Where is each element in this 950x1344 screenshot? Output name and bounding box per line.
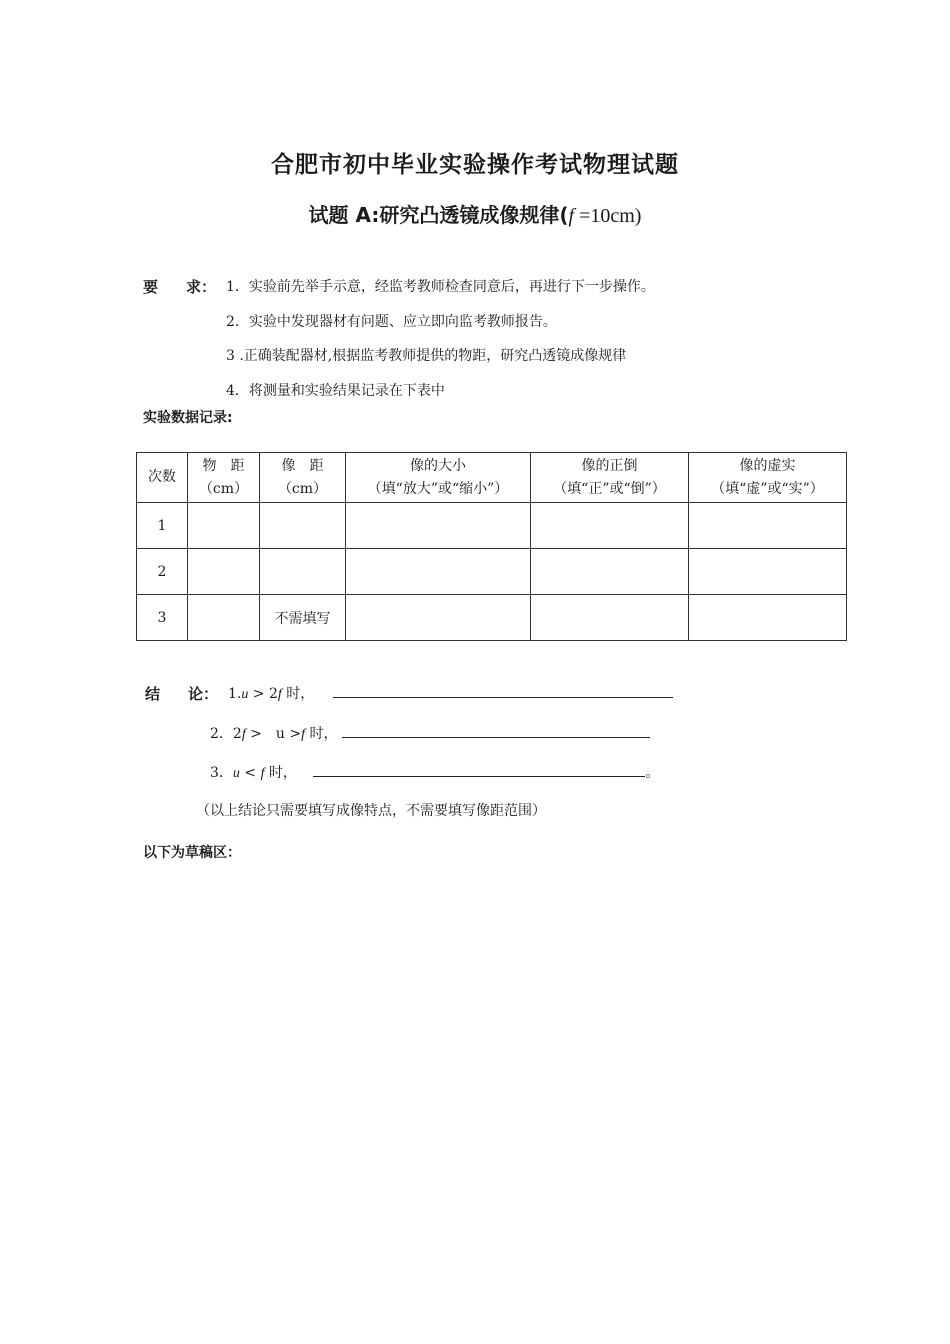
conclusion-3-answer-blank[interactable] (313, 762, 645, 777)
conclusion-2-prefix: 2．2 (210, 726, 242, 742)
conclusion-label-colon: ： (203, 685, 219, 703)
table-header-row (137, 453, 847, 503)
requirement-item-3: 3 .正确装配器材,根据监考教师提供的物距，研究凸透镜成像规律 (226, 348, 627, 364)
header-image-size: 像的大小 （填“放大”或“缩小”） (346, 453, 531, 503)
conclusion-1-prefix: 1. (228, 686, 242, 702)
table-row (137, 595, 847, 641)
conclusion-3-var-u: u (232, 766, 240, 781)
requirement-item-4: 4．将测量和实验结果记录在下表中 (226, 383, 445, 399)
cell-image-nature[interactable] (689, 595, 847, 641)
requirements-label-2: 求 (186, 278, 202, 296)
cell-trial-number: 3 (137, 595, 188, 641)
header-trial: 次数 (137, 453, 188, 503)
conclusion-2-var-f2: f (301, 727, 305, 742)
header-image-distance: 像 距 （cm） (260, 453, 346, 503)
conclusion-1-var-u: u (241, 687, 249, 702)
exam-subtitle (0, 199, 950, 228)
draft-area[interactable] (136, 870, 846, 1310)
conclusion-3-end: 。 (645, 765, 660, 781)
conclusion-2-var-f1: f (241, 727, 246, 742)
cell-image-distance: 不需填写 (260, 595, 346, 641)
conclusion-3-suffix: 时， (264, 765, 297, 781)
conclusion-2-op: > u > (245, 726, 302, 742)
conclusion-label (145, 683, 218, 704)
experiment-data-table (136, 452, 847, 641)
header-image-orientation: 像的正倒 （填“正”或“倒”） (531, 453, 689, 503)
requirement-item-2: 2．实验中发现器材有问题、应立即向监考教师报告。 (226, 314, 557, 330)
cell-trial-number: 1 (137, 503, 188, 549)
conclusion-item-3 (210, 762, 659, 782)
conclusion-label-1: 结 (145, 685, 161, 703)
conclusion-3-op: < (239, 765, 261, 781)
conclusion-1-answer-blank[interactable] (333, 683, 673, 698)
header-image-nature: 像的虚实 （填“虚”或“实”） (689, 453, 847, 503)
requirements-label-1: 要 (143, 278, 159, 296)
cell-object-distance[interactable] (188, 549, 260, 595)
cell-trial-number: 2 (137, 549, 188, 595)
table-row (137, 549, 847, 595)
conclusion-note: （以上结论只需要填写成像特点，不需要填写像距范围） (196, 803, 546, 819)
conclusion-2-answer-blank[interactable] (342, 723, 650, 738)
cell-image-orientation[interactable] (531, 549, 689, 595)
draft-area-label: 以下为草稿区： (143, 845, 241, 861)
table-row (137, 503, 847, 549)
requirements-label-colon: ： (201, 278, 217, 296)
cell-image-distance[interactable] (260, 503, 346, 549)
cell-object-distance[interactable] (188, 595, 260, 641)
requirement-item-1: 1．实验前先举手示意，经监考教师检查同意后，再进行下一步操作。 (226, 279, 655, 295)
conclusion-1-var-f: f (277, 687, 282, 702)
header-object-distance: 物 距 （cm） (188, 453, 260, 503)
cell-image-distance[interactable] (260, 549, 346, 595)
cell-image-orientation[interactable] (531, 595, 689, 641)
conclusion-label-2: 论 (188, 685, 204, 703)
subtitle-prefix: 试题 A:研究凸透镜成像规律( (308, 203, 569, 227)
conclusion-1-op: > 2 (248, 686, 278, 702)
conclusion-2-suffix: 时， (305, 726, 338, 742)
conclusion-item-1 (228, 683, 673, 703)
cell-image-nature[interactable] (689, 503, 847, 549)
data-record-label: 实验数据记录: (143, 410, 233, 426)
conclusion-3-prefix: 3． (210, 765, 233, 781)
cell-image-size[interactable] (346, 595, 531, 641)
cell-image-nature[interactable] (689, 549, 847, 595)
cell-image-size[interactable] (346, 503, 531, 549)
conclusion-3-var-f: f (260, 766, 265, 781)
subtitle-focal-var: f (568, 205, 575, 227)
conclusion-1-suffix: 时， (281, 686, 315, 702)
cell-object-distance[interactable] (188, 503, 260, 549)
cell-image-size[interactable] (346, 549, 531, 595)
page-title: 合肥市初中毕业实验操作考试物理试题 (271, 152, 679, 178)
subtitle-suffix: =10cm) (574, 205, 642, 227)
conclusion-item-2 (210, 723, 650, 743)
cell-image-orientation[interactable] (531, 503, 689, 549)
requirements-label (143, 276, 216, 297)
